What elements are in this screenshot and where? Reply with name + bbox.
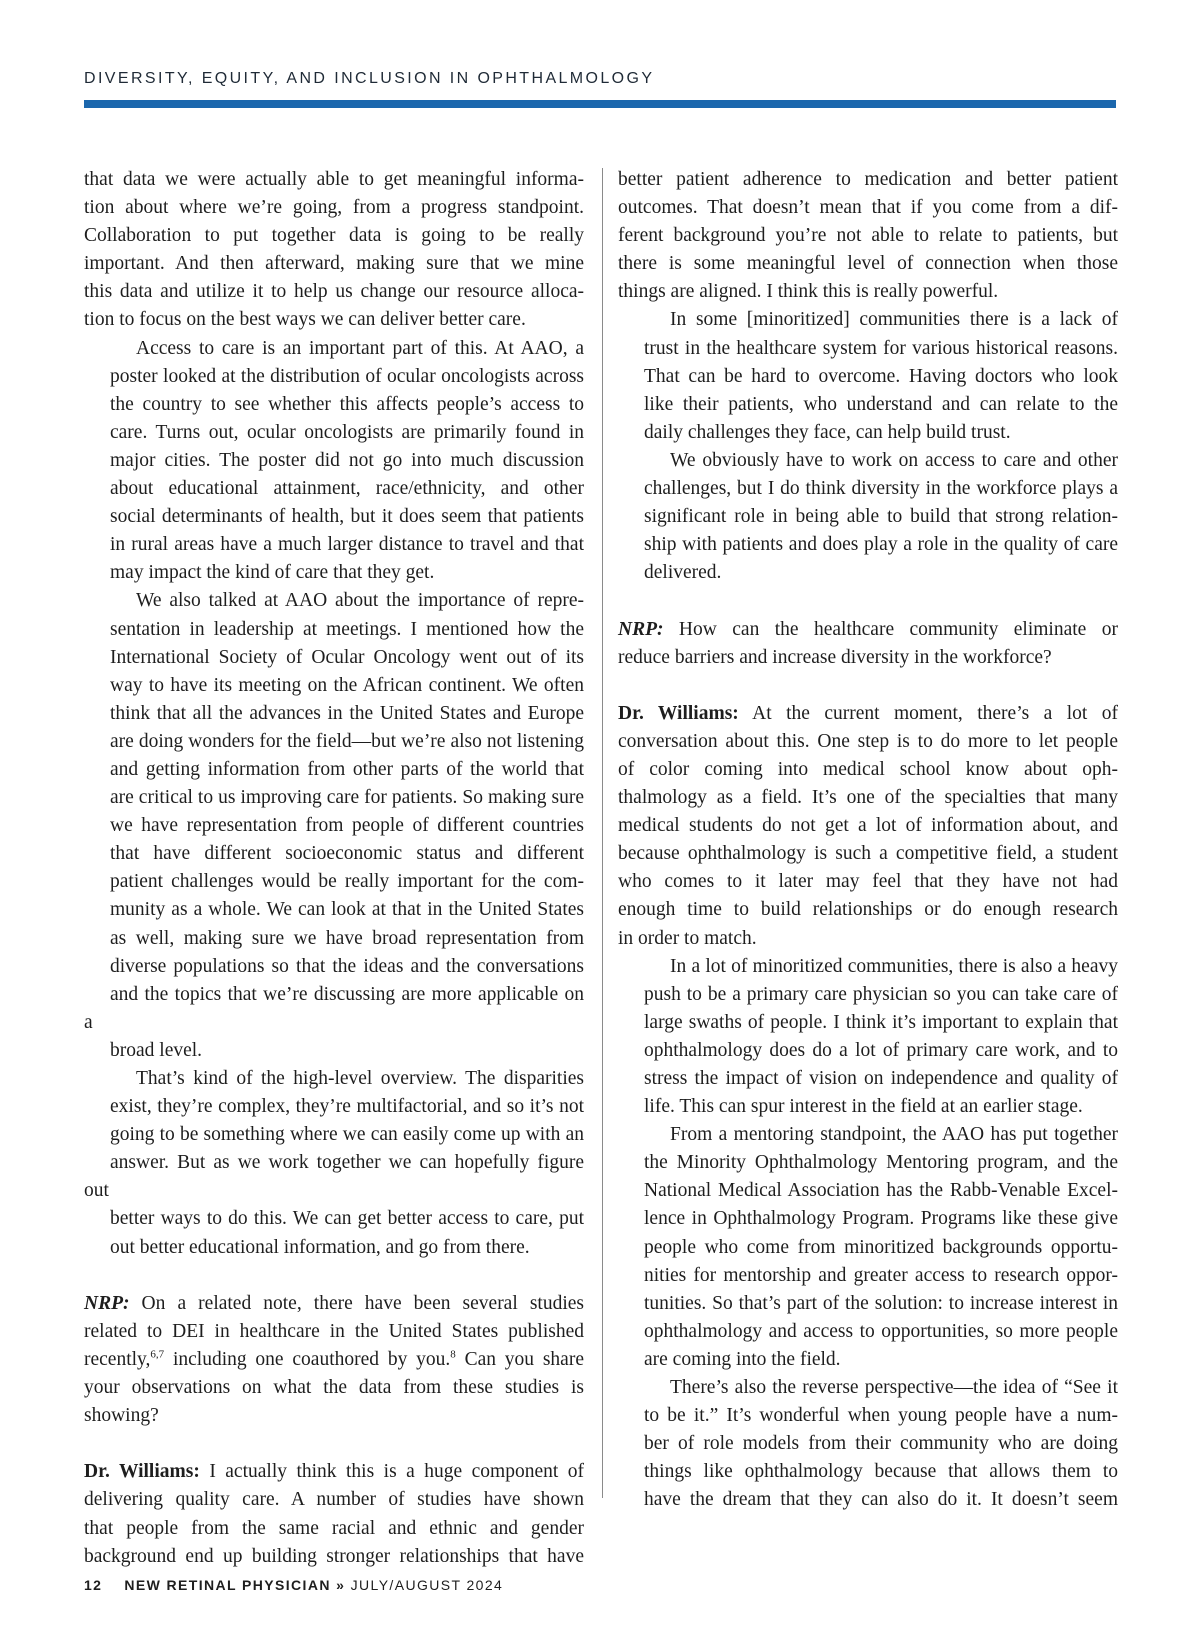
text-line: there is some meaningful level of connection when those	[618, 253, 1118, 275]
header-rule	[84, 100, 1116, 108]
text-line: That’s kind of the high-level overview. The disparities	[136, 1068, 584, 1089]
answer-dr-williams: Dr. Williams: I actually think this is a huge component of delivering quality care. A number of studies have shown that people from the same racial and ethnic and gender background end up building stronger relationships that have	[84, 1458, 584, 1570]
paragraph	[618, 953, 1118, 1122]
text-line: who comes to it later may feel that they have not had	[618, 871, 1118, 893]
text-line: about educational attainment, race/ethnicity, and other	[110, 478, 584, 500]
text-line: ferent background you’re not able to relate to patients, but	[618, 225, 1118, 247]
paragraph	[84, 335, 584, 588]
text-line: reduce barriers and increase diversity in the workforce?	[618, 646, 1052, 668]
paragraph	[618, 1121, 1118, 1374]
paragraph	[84, 1065, 584, 1262]
text-line: major cities. The poster did not go into much discussion	[110, 449, 584, 471]
text-line: There’s also the reverse perspective—the idea of “See it	[670, 1377, 1118, 1399]
text-line: Collaboration to put together data is going to be really	[84, 225, 584, 247]
text-line: ophthalmology and access to opportunities, so more people	[644, 1320, 1118, 1342]
text-line: thalmology as a field. It’s one of the specialties that many	[618, 787, 1118, 809]
citation: 8	[450, 1348, 456, 1361]
text-line: this data and utilize it to help us change our resource alloca-	[84, 281, 584, 303]
paragraph	[618, 1374, 1118, 1514]
text-line: munity as a whole. We can look at that in the United States	[110, 899, 584, 921]
text-line: exist, they’re complex, they’re multifactorial, and so it’s not	[110, 1096, 584, 1118]
text-line: delivered.	[644, 562, 722, 584]
text-line: answer. But as we work together we can hopefully figure out	[84, 1152, 584, 1202]
text-line: sentation in leadership at meetings. I mentioned how the	[110, 618, 584, 640]
text-line: enough time to build relationships or do enough research	[618, 899, 1118, 921]
text-line: In some [minoritized] communities there is a lack of	[670, 309, 1118, 331]
text-line: daily challenges they face, can help build trust.	[644, 421, 1011, 443]
text-line: outcomes. That doesn’t mean that if you come from a dif-	[618, 197, 1118, 219]
footer-separator: »	[330, 1577, 351, 1593]
text-line: because ophthalmology is such a competitive field, a student	[618, 843, 1118, 865]
text-line: people who come from minoritized backgrounds opportu-	[644, 1236, 1118, 1258]
text-line: poster looked at the distribution of ocular oncologists across	[110, 365, 584, 387]
issue-date: JULY/AUGUST 2024	[350, 1577, 504, 1593]
text-line: ber of role models from their community who are doing	[644, 1433, 1118, 1455]
column-divider	[602, 168, 603, 1498]
text-line: push to be a primary care physician so you can take care of	[644, 983, 1118, 1005]
text-line: significant role in being able to build that strong relation-	[644, 506, 1118, 528]
text-line: That can be hard to overcome. Having doctors who look	[644, 365, 1118, 387]
text-line: We obviously have to work on access to care and other	[670, 449, 1118, 471]
text-line: life. This can spur interest in the field at an earlier stage.	[644, 1096, 1083, 1118]
question-nrp: NRP: On a related note, there have been several studies related to DEI in healthcare in the United States published recently,$^{6,7}$ including one coauthored by you.$^8$ Can you share your observations on what the data from these studies is showing?	[84, 1292, 584, 1427]
text-line: think that all the advances in the United States and Europe	[110, 702, 584, 724]
text-line: better ways to do this. We can get better access to care, put	[110, 1208, 584, 1230]
text-line: the Minority Ophthalmology Mentoring program, and the	[644, 1152, 1118, 1174]
question-nrp: NRP: How can the healthcare community eliminate or reduce barriers and increase diversity in the workforce?	[618, 616, 1118, 672]
text-line: are coming into the field.	[644, 1348, 841, 1370]
text-line: we have representation from people of different countries	[110, 815, 584, 837]
text-line: are doing wonders for the field—but we’re also not listening	[110, 730, 584, 752]
text-line: patient challenges would be really important for the com-	[110, 871, 584, 893]
answer-label: Dr. Williams:	[84, 1461, 200, 1483]
text-line: and getting information from other parts of the world that	[110, 758, 584, 780]
text-line: ship with patients and does play a role in the quality of care	[644, 534, 1118, 556]
page-number: 12	[84, 1577, 103, 1593]
text-line: may impact the kind of care that they get.	[110, 562, 435, 584]
text-line: ophthalmology does do a lot of primary care work, and to	[644, 1039, 1118, 1061]
text-line: medical students do not get a lot of information about, and	[618, 815, 1118, 837]
text-line: like their patients, who understand and can relate to the	[644, 393, 1118, 415]
text-line: in rural areas have a much larger distance to travel and that	[110, 534, 584, 556]
text-line: background end up building stronger relationships that have	[84, 1545, 584, 1567]
text-line: large swaths of people. I think it’s important to explain that	[644, 1011, 1118, 1033]
text-line: are critical to us improving care for patients. So making sure	[110, 787, 584, 809]
text-line: to be it.” It’s wonderful when young people have a num-	[644, 1405, 1118, 1427]
text-line: We also talked at AAO about the importance of repre-	[136, 590, 584, 612]
paragraph	[84, 166, 584, 335]
paragraph	[618, 166, 1118, 306]
text-line: that people from the same racial and ethnic and gender	[84, 1517, 584, 1539]
text-line: International Society of Ocular Oncology went out of its	[110, 646, 584, 668]
text-line: tion about where we’re going, from a progress standpoint.	[84, 197, 584, 219]
text-line: in order to match.	[618, 927, 757, 949]
text-line: as well, making sure we have broad representation from	[110, 927, 584, 949]
left-column	[84, 166, 584, 1571]
question-label: NRP:	[618, 618, 664, 640]
text-line: that data we were actually able to get meaningful informa-	[84, 169, 584, 190]
text-line: National Medical Association has the Rabb-Venable Excel-	[644, 1180, 1118, 1202]
text-line: that have different socioeconomic status and different	[110, 843, 584, 865]
text-line: and the topics that we’re discussing are more applicable on a	[84, 983, 584, 1033]
text-line: challenges, but I do think diversity in the workforce plays a	[644, 478, 1118, 500]
text-line: important. And then afterward, making sure that we mine	[84, 253, 584, 275]
text-line: social determinants of health, but it does seem that patients	[110, 506, 584, 528]
text-line: way to have its meeting on the African continent. We often	[110, 674, 584, 696]
text-line: things like ophthalmology because that allows them to	[644, 1461, 1118, 1483]
text-line: going to be something where we can easily come up with an	[110, 1124, 584, 1146]
text-line: tion to focus on the best ways we can deliver better care.	[84, 309, 526, 331]
text-line: diverse populations so that the ideas and the conversations	[110, 955, 584, 977]
paragraph	[84, 587, 584, 1065]
text-line: trust in the healthcare system for various historical reasons.	[644, 337, 1118, 359]
text-line: delivering quality care. A number of studies have shown	[84, 1489, 584, 1511]
text-line: In a lot of minoritized communities, there is also a heavy	[670, 955, 1118, 977]
text-line: care. Turns out, ocular oncologists are primarily found in	[110, 421, 584, 443]
text-line: lence in Ophthalmology Program. Programs like these give	[644, 1208, 1118, 1230]
text-line: nities for mentorship and greater access to research oppor-	[644, 1264, 1118, 1286]
text-line: conversation about this. One step is to do more to let people	[618, 730, 1118, 752]
text-line: of color coming into medical school know about oph-	[618, 758, 1118, 780]
question-label: NRP:	[84, 1292, 130, 1314]
text-line: things are aligned. I think this is really powerful.	[618, 281, 999, 303]
page-footer	[84, 1577, 503, 1593]
text-line: Access to care is an important part of this. At AAO, a	[136, 337, 584, 359]
running-header: DIVERSITY, EQUITY, AND INCLUSION IN OPHTHALMOLOGY	[84, 70, 655, 87]
text-line: out better educational information, and go from there.	[110, 1236, 530, 1258]
right-column	[618, 166, 1118, 1515]
text-line: stress the impact of vision on independence and quality of	[644, 1068, 1118, 1089]
text-line: From a mentoring standpoint, the AAO has put together	[670, 1124, 1118, 1146]
text-line: better patient adherence to medication and better patient	[618, 169, 1118, 190]
citation: 6,7	[150, 1348, 165, 1361]
paragraph	[618, 447, 1118, 587]
text-line: tunities. So that’s part of the solution: to increase interest in	[644, 1292, 1118, 1314]
answer-label: Dr. Williams:	[618, 702, 739, 724]
text-line: broad level.	[110, 1039, 203, 1061]
text-line: the country to see whether this affects people’s access to	[110, 393, 584, 415]
text-line: have the dream that they can also do it. It doesn’t seem	[644, 1489, 1118, 1511]
magazine-name: NEW RETINAL PHYSICIAN	[124, 1577, 331, 1593]
paragraph	[618, 306, 1118, 446]
answer-dr-williams: Dr. Williams: At the current moment, there’s a lot of conversation about this. One step is to do more to let people of color coming into medical school know about oph- thalmology as a field. It’s one of the specialties that many medical students do not get a lot of information about, and because ophthalmology is such a competitive field, a student who comes to it later may feel that they have not had enough time to build relationships or do enough research in order to match.	[618, 700, 1118, 953]
